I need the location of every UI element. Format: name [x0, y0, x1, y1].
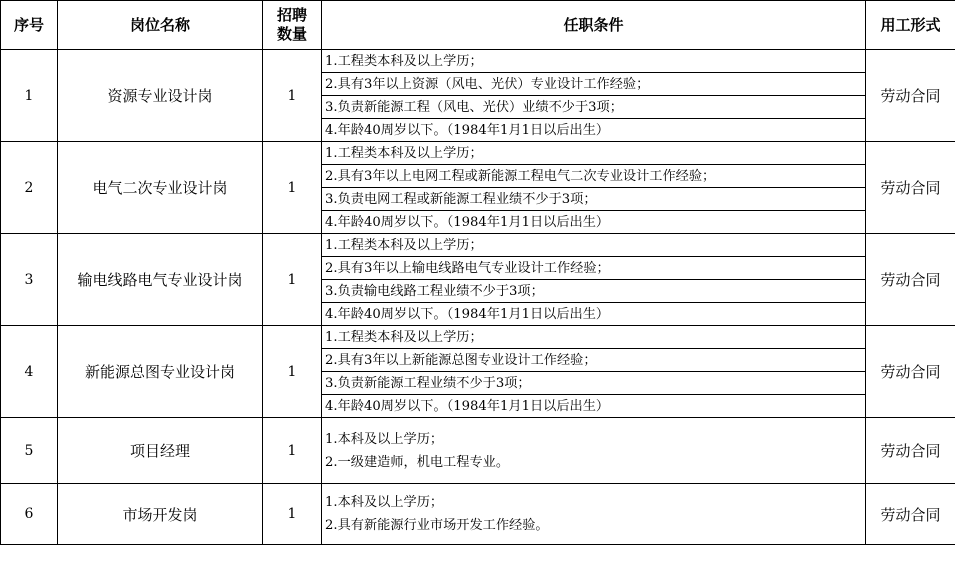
requirement-item: 1.本科及以上学历； — [325, 495, 444, 510]
table-header-row — [1, 1, 955, 50]
requirement-item: 3.负责新能源工程（风电、光伏）业绩不少于3项； — [322, 96, 866, 119]
header-headcount — [263, 1, 322, 50]
requirement-item: 1.工程类本科及以上学历； — [322, 234, 866, 257]
header-headcount-line2: 数量 — [276, 25, 307, 43]
row-seq: 5 — [1, 418, 58, 484]
row-position: 输电线路电气专业设计岗 — [58, 234, 263, 326]
row-employment-type: 劳动合同 — [866, 142, 955, 234]
row-position: 资源专业设计岗 — [58, 50, 263, 142]
row-seq: 1 — [1, 50, 58, 142]
requirement-item: 3.负责输电线路工程业绩不少于3项； — [322, 280, 866, 303]
table-row — [1, 50, 955, 73]
table-row — [1, 234, 955, 257]
requirement-item: 1.工程类本科及以上学历； — [322, 326, 866, 349]
row-count: 1 — [263, 418, 322, 484]
row-count: 1 — [263, 50, 322, 142]
requirements-cell — [322, 484, 866, 545]
row-seq: 4 — [1, 326, 58, 418]
row-position: 电气二次专业设计岗 — [58, 142, 263, 234]
row-position: 项目经理 — [58, 418, 263, 484]
requirement-item: 1.工程类本科及以上学历； — [322, 142, 866, 165]
row-count: 1 — [263, 484, 322, 545]
requirement-item: 2.具有3年以上电网工程或新能源工程电气二次专业设计工作经验； — [322, 165, 866, 188]
row-employment-type: 劳动合同 — [866, 484, 955, 545]
requirement-item: 2.具有新能源行业市场开发工作经验。 — [325, 518, 549, 533]
requirement-item: 4.年龄40周岁以下。（1984年1月1日以后出生） — [322, 395, 866, 418]
table-row — [1, 326, 955, 349]
header-requirements: 任职条件 — [322, 1, 866, 50]
row-seq: 6 — [1, 484, 58, 545]
requirement-item: 2.具有3年以上资源（风电、光伏）专业设计工作经验； — [322, 73, 866, 96]
requirement-item: 4.年龄40周岁以下。（1984年1月1日以后出生） — [322, 211, 866, 234]
requirement-item: 2.一级建造师，机电工程专业。 — [325, 454, 510, 470]
requirement-item: 4.年龄40周岁以下。（1984年1月1日以后出生） — [322, 303, 866, 326]
row-count: 1 — [263, 326, 322, 418]
row-position: 市场开发岗 — [58, 484, 263, 545]
row-count: 1 — [263, 142, 322, 234]
table-row — [1, 484, 955, 545]
row-seq: 3 — [1, 234, 58, 326]
requirement-item: 2.具有3年以上新能源总图专业设计工作经验； — [322, 349, 866, 372]
requirement-item: 3.负责电网工程或新能源工程业绩不少于3项； — [322, 188, 866, 211]
requirements-cell — [322, 418, 866, 484]
requirement-item: 4.年龄40周岁以下。（1984年1月1日以后出生） — [322, 119, 866, 142]
header-headcount-line1: 招聘 — [276, 6, 307, 25]
row-employment-type: 劳动合同 — [866, 50, 955, 142]
header-position: 岗位名称 — [58, 1, 263, 50]
requirement-item: 1.本科及以上学历； — [325, 431, 444, 447]
table-row — [1, 418, 955, 484]
header-seq: 序号 — [1, 1, 58, 50]
requirement-item: 3.负责新能源工程业绩不少于3项； — [322, 372, 866, 395]
row-employment-type: 劳动合同 — [866, 418, 955, 484]
requirement-item: 2.具有3年以上输电线路电气专业设计工作经验； — [322, 257, 866, 280]
requirement-item: 1.工程类本科及以上学历； — [322, 50, 866, 73]
row-count: 1 — [263, 234, 322, 326]
row-position: 新能源总图专业设计岗 — [58, 326, 263, 418]
row-employment-type: 劳动合同 — [866, 326, 955, 418]
row-employment-type: 劳动合同 — [866, 234, 955, 326]
table-row — [1, 142, 955, 165]
row-seq: 2 — [1, 142, 58, 234]
header-employment-type: 用工形式 — [866, 1, 955, 50]
